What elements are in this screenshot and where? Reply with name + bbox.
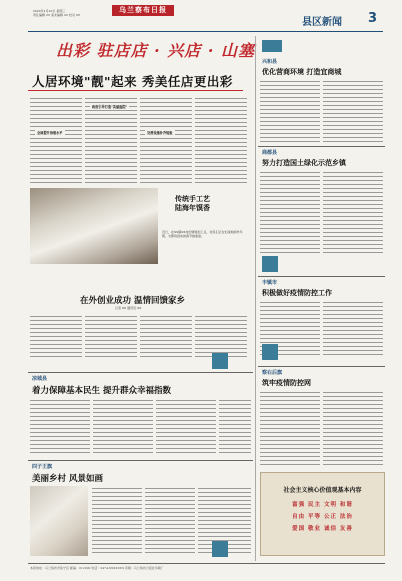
ad-title: 社会主义核心价值观基本内容 — [283, 487, 362, 494]
feature-column-1 — [30, 314, 82, 360]
lead-subhead-1: 政府引导打造"美丽庭院" — [92, 105, 128, 109]
story4-column-2 — [145, 486, 195, 556]
box1-column-1 — [260, 79, 320, 143]
story4-kicker: 四子王旗 — [32, 464, 53, 470]
footer-rule — [28, 563, 385, 564]
box2-column-2 — [323, 170, 383, 254]
box3-column-2 — [323, 300, 383, 356]
photo-caption-title: 传统手工艺 陆海年馍香 — [175, 194, 210, 212]
newspaper-logo: 乌兰察布日报 — [112, 5, 174, 16]
section-badge-icon — [262, 40, 282, 52]
box4-column-2 — [323, 390, 383, 466]
ad-row-1: 富强 民主 文明 和谐 — [292, 502, 353, 508]
lead-column-3 — [140, 96, 192, 186]
edition-info: 2024年1月10日 星期三 责任编辑 XX 美术编辑 XX 校对 XX — [33, 9, 81, 17]
box2-kicker: 商都县 — [262, 150, 278, 156]
footer-text: 本报地址：乌兰察布市集宁区 邮编：012000 电话：0474-XXXXXXX 印刷：乌兰察布日报社印刷厂 — [30, 566, 164, 570]
lead-column-2 — [85, 96, 137, 186]
story3-kicker: 凉城县 — [32, 376, 48, 382]
feature-column-3 — [140, 314, 192, 360]
feature-headline: 在外创业成功 温情回馈家乡 — [80, 296, 185, 306]
divider-2 — [28, 460, 253, 461]
box4-title: 筑牢疫情防控网 — [262, 378, 311, 387]
side-divider-3 — [258, 366, 385, 367]
box4-kicker: 察右后旗 — [262, 370, 283, 376]
lead-subhead-3: 完善设施补齐短板 — [147, 131, 173, 135]
core-values-ad — [260, 472, 385, 556]
masthead-rule — [28, 31, 383, 32]
box2-column-1 — [260, 170, 320, 254]
lead-photo — [30, 188, 158, 264]
story4-column-1 — [92, 486, 142, 556]
box1-title: 优化营商环境 打造宜商城 — [262, 67, 342, 76]
lead-headline: 人居环境"靓"起来 秀美任店更出彩 — [32, 74, 233, 89]
lead-column-1 — [30, 96, 82, 186]
photo-caption: 近日，在XX镇XX村的馍馍加工点，村民们正在忙碌地制作年馍，为即将到来的春节做准备。 — [162, 230, 243, 238]
box2-title: 努力打造国土绿化示范乡镇 — [262, 158, 346, 167]
reporter-stamp-icon-2 — [212, 541, 228, 557]
story3-column-1 — [30, 398, 90, 456]
side-divider-2 — [258, 276, 385, 277]
story3-column-3 — [156, 398, 216, 456]
story4-photo — [30, 486, 88, 556]
lead-subhead-2: 全面提升治理水平 — [37, 131, 63, 135]
feature-byline: 记者 XX 通讯员 XX — [115, 306, 142, 310]
column-divider — [255, 36, 256, 561]
story3-column-2 — [93, 398, 153, 456]
ad-row-2: 自由 平等 公正 法治 — [292, 514, 353, 520]
story3-column-4 — [219, 398, 251, 456]
reporter-stamp-icon — [212, 353, 228, 369]
lead-column-4 — [195, 96, 247, 186]
feature-column-2 — [85, 314, 137, 360]
divider-1 — [28, 372, 253, 373]
box3-kicker: 丰镇市 — [262, 280, 278, 286]
story4-headline: 美丽乡村 风景如画 — [32, 474, 103, 484]
side-stamp-icon — [262, 256, 278, 272]
side-divider-1 — [258, 146, 385, 147]
page-number: 3 — [368, 11, 378, 26]
box1-column-2 — [323, 79, 383, 143]
box3-title: 积极做好疫情防控工作 — [262, 288, 332, 297]
section-title: 县区新闻 — [302, 17, 342, 28]
calligraphy-banner: 出彩 驻店店 · 兴店 · 山塞 — [56, 41, 255, 60]
story3-headline: 着力保障基本民生 提升群众幸福指数 — [32, 386, 171, 396]
box1-kicker: 兴和县 — [262, 59, 278, 65]
ad-row-3: 爱国 敬业 诚信 友善 — [292, 526, 353, 532]
headline-rule — [28, 90, 243, 91]
masthead — [0, 0, 402, 33]
box4-column-1 — [260, 390, 320, 466]
side-stamp-icon-2 — [262, 344, 278, 360]
